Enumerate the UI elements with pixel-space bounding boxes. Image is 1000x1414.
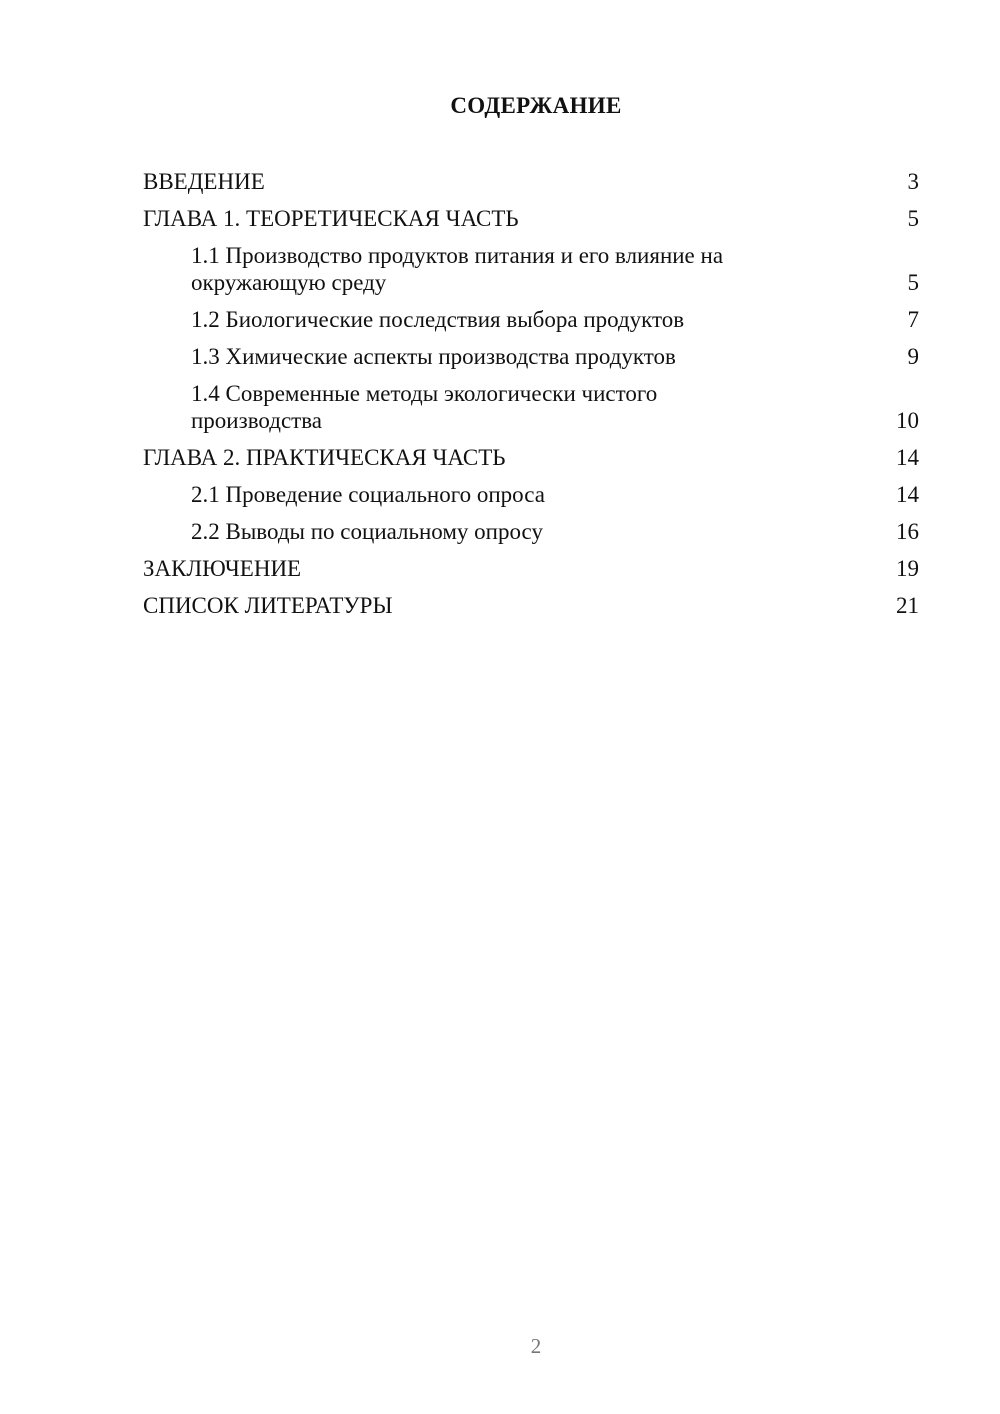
toc-entry-page: 21 [896, 593, 919, 618]
toc-entry-page: 7 [907, 307, 919, 332]
toc-entry-text: ГЛАВА 1. ТЕОРЕТИЧЕСКАЯ ЧАСТЬ [143, 206, 519, 231]
toc-entry-text: ВВЕДЕНИЕ [143, 169, 265, 194]
toc-entry-page: 14 [896, 445, 919, 470]
toc-entry-page: 5 [907, 206, 919, 231]
toc-entry-text: ЗАКЛЮЧЕНИЕ [143, 556, 302, 581]
toc-entry-page: 16 [896, 519, 919, 544]
toc-entry-page: 3 [907, 169, 919, 194]
table-of-contents [143, 168, 919, 629]
toc-entry-chapter-1[interactable] [143, 205, 919, 232]
toc-title: СОДЕРЖАНИЕ [450, 93, 622, 118]
toc-entry-section-1-3[interactable] [143, 343, 919, 370]
toc-entry-page: 10 [896, 408, 919, 433]
toc-entry-text: 2.2 Выводы по социальному опросу [191, 519, 543, 544]
toc-entry-section-1-4[interactable] [143, 380, 919, 434]
toc-entry-conclusion[interactable] [143, 555, 919, 582]
toc-entry-text: 2.1 Проведение социального опроса [191, 482, 545, 507]
toc-entry-text: 1.1 Производство продуктов питания и его влияние на окружающую среду [191, 243, 724, 295]
toc-entry-text: СПИСОК ЛИТЕРАТУРЫ [143, 593, 393, 618]
toc-entry-page: 5 [907, 270, 919, 295]
toc-entry-section-1-1[interactable] [143, 242, 919, 296]
toc-entry-section-2-2[interactable] [143, 518, 919, 545]
toc-entry-text: ГЛАВА 2. ПРАКТИЧЕСКАЯ ЧАСТЬ [143, 445, 506, 470]
toc-entry-page: 19 [896, 556, 919, 581]
toc-entry-page: 14 [896, 482, 919, 507]
toc-entry-chapter-2[interactable] [143, 444, 919, 471]
page-number: 2 [530, 1334, 542, 1358]
toc-entry-introduction[interactable] [143, 168, 919, 195]
toc-entry-bibliography[interactable] [143, 592, 919, 619]
toc-entry-section-2-1[interactable] [143, 481, 919, 508]
toc-entry-text: 1.4 Современные методы экологически чистого производства [191, 381, 658, 433]
toc-entry-text: 1.3 Химические аспекты производства продуктов [191, 344, 676, 369]
toc-entry-text: 1.2 Биологические последствия выбора продуктов [191, 307, 685, 332]
toc-entry-page: 9 [907, 344, 919, 369]
toc-entry-section-1-2[interactable] [143, 306, 919, 333]
